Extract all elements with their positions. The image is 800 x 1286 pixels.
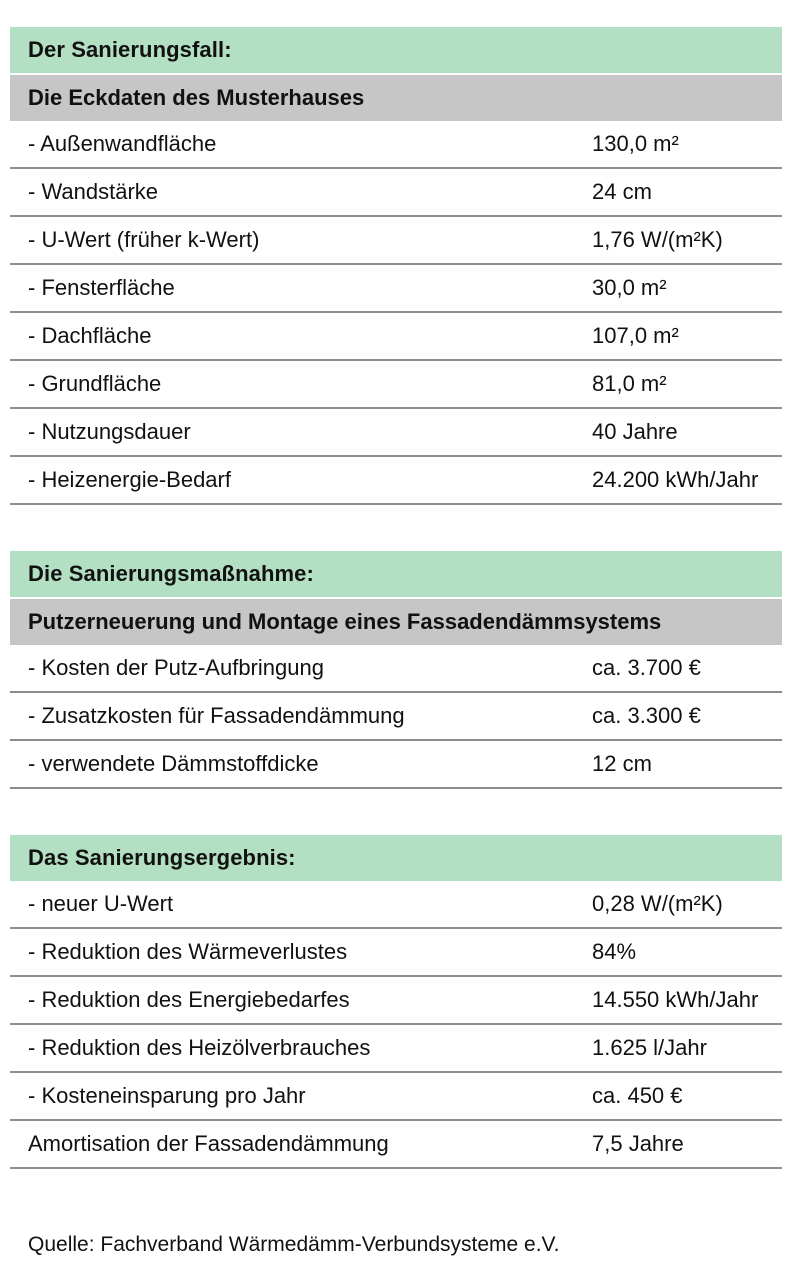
section-subtitle: Die Eckdaten des Musterhauses (10, 73, 782, 121)
table-row (10, 977, 782, 1025)
renovation-table (10, 27, 782, 1169)
table-row (10, 121, 782, 169)
section-title: Die Sanierungsmaßnahme: (10, 551, 782, 597)
table-row (10, 929, 782, 977)
row-value: 12 cm (592, 751, 652, 776)
row-label: - Reduktion des Wärmeverlustes (28, 939, 348, 964)
row-label: - neuer U-Wert (28, 891, 174, 916)
row-label: - Nutzungsdauer (28, 419, 191, 444)
row-value: 1.625 l/Jahr (592, 1035, 707, 1060)
row-value: 40 Jahre (592, 419, 678, 444)
row-value: 24.200 kWh/Jahr (592, 467, 759, 492)
section-renovation-result (10, 835, 782, 1169)
row-value: ca. 3.700 € (592, 655, 701, 680)
row-value: ca. 3.300 € (592, 703, 701, 728)
row-value: 7,5 Jahre (592, 1131, 684, 1156)
row-label: - Dachfläche (28, 323, 152, 348)
row-value: 81,0 m² (592, 371, 667, 396)
table-row (10, 645, 782, 693)
section-title: Das Sanierungsergebnis: (10, 835, 782, 881)
row-value: 24 cm (592, 179, 652, 204)
table-row (10, 313, 782, 361)
row-label: - Kosteneinsparung pro Jahr (28, 1083, 306, 1108)
row-label: - Fensterfläche (28, 275, 175, 300)
table-row (10, 881, 782, 929)
section-renovation-case (10, 27, 782, 505)
table-row (10, 1073, 782, 1121)
row-label: Amortisation der Fassadendämmung (28, 1131, 389, 1156)
row-label: - verwendete Dämmstoffdicke (28, 751, 319, 776)
row-value: 1,76 W/(m²K) (592, 227, 723, 252)
row-value: ca. 450 € (592, 1083, 683, 1108)
table-row (10, 1121, 782, 1169)
table-row (10, 361, 782, 409)
row-value: 14.550 kWh/Jahr (592, 987, 759, 1012)
row-value: 107,0 m² (592, 323, 679, 348)
table-row (10, 265, 782, 313)
table-row (10, 457, 782, 505)
section-renovation-measure (10, 551, 782, 789)
row-label: - Reduktion des Energiebedarfes (28, 987, 350, 1012)
section-title: Der Sanierungsfall: (10, 27, 782, 73)
row-label: - Kosten der Putz-Aufbringung (28, 655, 324, 680)
table-row (10, 169, 782, 217)
table-row (10, 409, 782, 457)
table-row (10, 741, 782, 789)
row-label: - Reduktion des Heizölverbrauches (28, 1035, 371, 1060)
row-value: 30,0 m² (592, 275, 667, 300)
row-value: 130,0 m² (592, 131, 679, 156)
row-label: - Wandstärke (28, 179, 159, 204)
table-row (10, 1025, 782, 1073)
row-value: 84% (592, 939, 637, 964)
source-note: Quelle: Fachverband Wärmedämm-Verbundsysteme e.V. (28, 1233, 560, 1256)
row-label: - Heizenergie-Bedarf (28, 467, 231, 492)
section-subtitle: Putzerneuerung und Montage eines Fassadendämmsystems (10, 597, 782, 645)
row-label: - Außenwandfläche (28, 131, 217, 156)
table-row (10, 217, 782, 265)
row-value: 0,28 W/(m²K) (592, 891, 723, 916)
row-label: - Grundfläche (28, 371, 162, 396)
table-row (10, 693, 782, 741)
row-label: - U-Wert (früher k-Wert) (28, 227, 260, 252)
row-label: - Zusatzkosten für Fassadendämmung (28, 703, 405, 728)
